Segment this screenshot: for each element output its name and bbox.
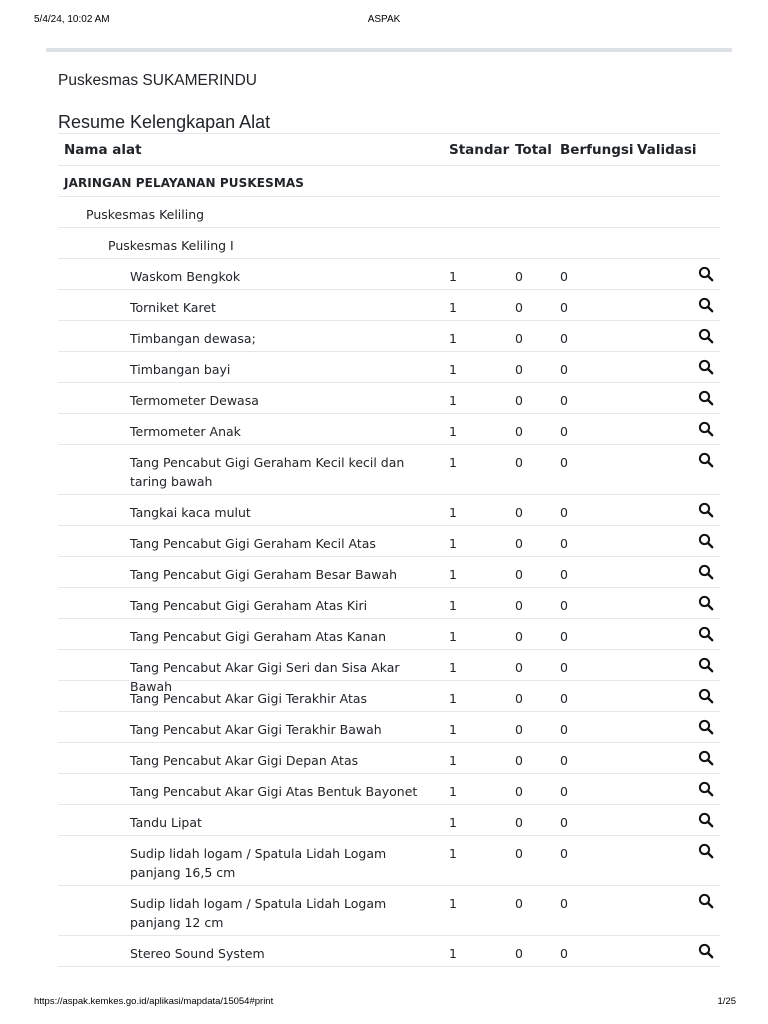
item-standar: 1 (449, 269, 457, 284)
search-icon[interactable] (698, 297, 718, 317)
item-berfungsi: 0 (560, 896, 568, 911)
item-standar: 1 (449, 598, 457, 613)
item-name: Termometer Anak (130, 424, 241, 439)
search-icon[interactable] (698, 502, 718, 522)
item-standar: 1 (449, 362, 457, 377)
table-row (58, 414, 720, 445)
item-total: 0 (515, 598, 523, 613)
item-name: Stereo Sound System (130, 946, 265, 961)
group-row-puskesmas-keliling (58, 197, 720, 228)
section-title: Resume Kelengkapan Alat (58, 112, 271, 132)
search-icon[interactable] (698, 390, 718, 410)
item-berfungsi: 0 (560, 815, 568, 830)
search-icon[interactable] (698, 657, 718, 677)
item-name: Waskom Bengkok (130, 269, 241, 284)
search-icon[interactable] (698, 421, 718, 441)
item-total: 0 (515, 946, 523, 961)
item-name: Tang Pencabut Gigi Geraham Kecil kecil dan taring bawah (130, 455, 405, 489)
item-standar: 1 (449, 629, 457, 644)
item-name: Torniket Karet (130, 300, 216, 315)
search-icon[interactable] (698, 328, 718, 348)
table-row (58, 445, 720, 495)
item-total: 0 (515, 660, 523, 675)
item-berfungsi: 0 (560, 393, 568, 408)
table-row (58, 588, 720, 619)
item-standar: 1 (449, 753, 457, 768)
item-standar: 1 (449, 300, 457, 315)
search-icon[interactable] (698, 688, 718, 708)
group-row-puskesmas-keliling-i (58, 228, 720, 259)
item-total: 0 (515, 722, 523, 737)
table-row (58, 936, 720, 967)
item-berfungsi: 0 (560, 598, 568, 613)
item-standar: 1 (449, 660, 457, 675)
group-label: JARINGAN PELAYANAN PUSKESMAS (64, 176, 305, 190)
search-icon[interactable] (698, 719, 718, 739)
print-footer (0, 996, 768, 1010)
item-total: 0 (515, 424, 523, 439)
item-total: 0 (515, 269, 523, 284)
item-berfungsi: 0 (560, 946, 568, 961)
item-standar: 1 (449, 536, 457, 551)
top-divider-bar (46, 48, 732, 52)
search-icon[interactable] (698, 843, 718, 863)
item-total: 0 (515, 300, 523, 315)
search-icon[interactable] (698, 533, 718, 553)
item-name: Tang Pencabut Gigi Geraham Besar Bawah (130, 567, 398, 582)
search-icon[interactable] (698, 359, 718, 379)
item-berfungsi: 0 (560, 660, 568, 675)
item-standar: 1 (449, 567, 457, 582)
item-name: Tang Pencabut Akar Gigi Terakhir Bawah (130, 722, 382, 737)
search-icon[interactable] (698, 812, 718, 832)
item-berfungsi: 0 (560, 455, 568, 470)
column-header-total: Total (515, 142, 552, 158)
item-berfungsi: 0 (560, 784, 568, 799)
print-header (0, 14, 768, 28)
search-icon[interactable] (698, 564, 718, 584)
table-row (58, 321, 720, 352)
column-header-berfungsi: Berfungsi (560, 142, 634, 158)
item-berfungsi: 0 (560, 505, 568, 520)
search-icon[interactable] (698, 943, 718, 963)
item-standar: 1 (449, 784, 457, 799)
item-standar: 1 (449, 424, 457, 439)
item-total: 0 (515, 331, 523, 346)
item-berfungsi: 0 (560, 629, 568, 644)
table-row (58, 650, 720, 694)
table-row (58, 557, 720, 588)
item-total: 0 (515, 567, 523, 582)
item-name: Timbangan dewasa; (130, 331, 256, 346)
item-standar: 1 (449, 722, 457, 737)
item-standar: 1 (449, 393, 457, 408)
item-total: 0 (515, 753, 523, 768)
item-standar: 1 (449, 331, 457, 346)
item-standar: 1 (449, 455, 457, 470)
item-standar: 1 (449, 691, 457, 706)
item-total: 0 (515, 784, 523, 799)
facility-name: Puskesmas SUKAMERINDU (58, 72, 257, 89)
table-row (58, 743, 720, 774)
item-berfungsi: 0 (560, 300, 568, 315)
item-name: Tandu Lipat (130, 815, 202, 830)
print-page-title: ASPAK (367, 14, 401, 25)
item-total: 0 (515, 393, 523, 408)
item-total: 0 (515, 896, 523, 911)
group-label: Puskesmas Keliling (86, 207, 205, 222)
item-total: 0 (515, 846, 523, 861)
group-row-jaringan (58, 166, 720, 197)
item-berfungsi: 0 (560, 269, 568, 284)
table-row (58, 712, 720, 743)
item-total: 0 (515, 536, 523, 551)
print-datetime: 5/4/24, 10:02 AM (34, 14, 110, 25)
item-name: Tangkai kaca mulut (130, 505, 251, 520)
item-standar: 1 (449, 946, 457, 961)
item-name: Tang Pencabut Gigi Geraham Kecil Atas (130, 536, 376, 551)
search-icon[interactable] (698, 626, 718, 646)
print-page-number: 1/25 (717, 996, 736, 1007)
item-name: Tang Pencabut Akar Gigi Seri dan Sisa Akar Bawah (130, 660, 400, 694)
item-standar: 1 (449, 896, 457, 911)
table-row (58, 619, 720, 650)
equipment-table (58, 133, 720, 967)
table-row (58, 259, 720, 290)
table-row (58, 681, 720, 712)
item-total: 0 (515, 691, 523, 706)
item-name: Tang Pencabut Akar Gigi Depan Atas (130, 753, 359, 768)
table-row (58, 774, 720, 805)
item-berfungsi: 0 (560, 331, 568, 346)
item-name: Sudip lidah logam / Spatula Lidah Logam panjang 16,5 cm (130, 846, 387, 880)
table-row (58, 495, 720, 526)
search-icon[interactable] (698, 781, 718, 801)
search-icon[interactable] (698, 266, 718, 286)
search-icon[interactable] (698, 452, 718, 472)
search-icon[interactable] (698, 893, 718, 913)
column-header-validasi: Validasi (637, 142, 697, 158)
item-total: 0 (515, 629, 523, 644)
group-label: Puskesmas Keliling I (108, 238, 234, 253)
table-row (58, 836, 720, 886)
item-name: Timbangan bayi (130, 362, 231, 377)
table-header-row (58, 134, 720, 166)
table-row (58, 383, 720, 414)
item-name: Tang Pencabut Gigi Geraham Atas Kiri (130, 598, 368, 613)
item-name: Termometer Dewasa (130, 393, 259, 408)
table-row (58, 805, 720, 836)
item-total: 0 (515, 505, 523, 520)
table-row (58, 526, 720, 557)
item-name: Tang Pencabut Akar Gigi Terakhir Atas (130, 691, 368, 706)
table-row (58, 886, 720, 936)
item-berfungsi: 0 (560, 362, 568, 377)
item-berfungsi: 0 (560, 753, 568, 768)
item-name: Tang Pencabut Akar Gigi Atas Bentuk Bayonet (130, 784, 418, 799)
item-berfungsi: 0 (560, 722, 568, 737)
column-header-standar: Standar (449, 142, 510, 158)
item-standar: 1 (449, 815, 457, 830)
item-berfungsi: 0 (560, 567, 568, 582)
table-row (58, 290, 720, 321)
search-icon[interactable] (698, 750, 718, 770)
item-name: Tang Pencabut Gigi Geraham Atas Kanan (130, 629, 386, 644)
item-total: 0 (515, 362, 523, 377)
item-berfungsi: 0 (560, 691, 568, 706)
item-total: 0 (515, 815, 523, 830)
item-berfungsi: 0 (560, 846, 568, 861)
search-icon[interactable] (698, 595, 718, 615)
item-standar: 1 (449, 846, 457, 861)
column-header-nama-alat: Nama alat (64, 142, 142, 158)
item-standar: 1 (449, 505, 457, 520)
item-total: 0 (515, 455, 523, 470)
item-name: Sudip lidah logam / Spatula Lidah Logam panjang 12 cm (130, 896, 387, 930)
item-berfungsi: 0 (560, 424, 568, 439)
print-url: https://aspak.kemkes.go.id/aplikasi/mapdata/15054#print (34, 996, 274, 1007)
item-berfungsi: 0 (560, 536, 568, 551)
table-row (58, 352, 720, 383)
